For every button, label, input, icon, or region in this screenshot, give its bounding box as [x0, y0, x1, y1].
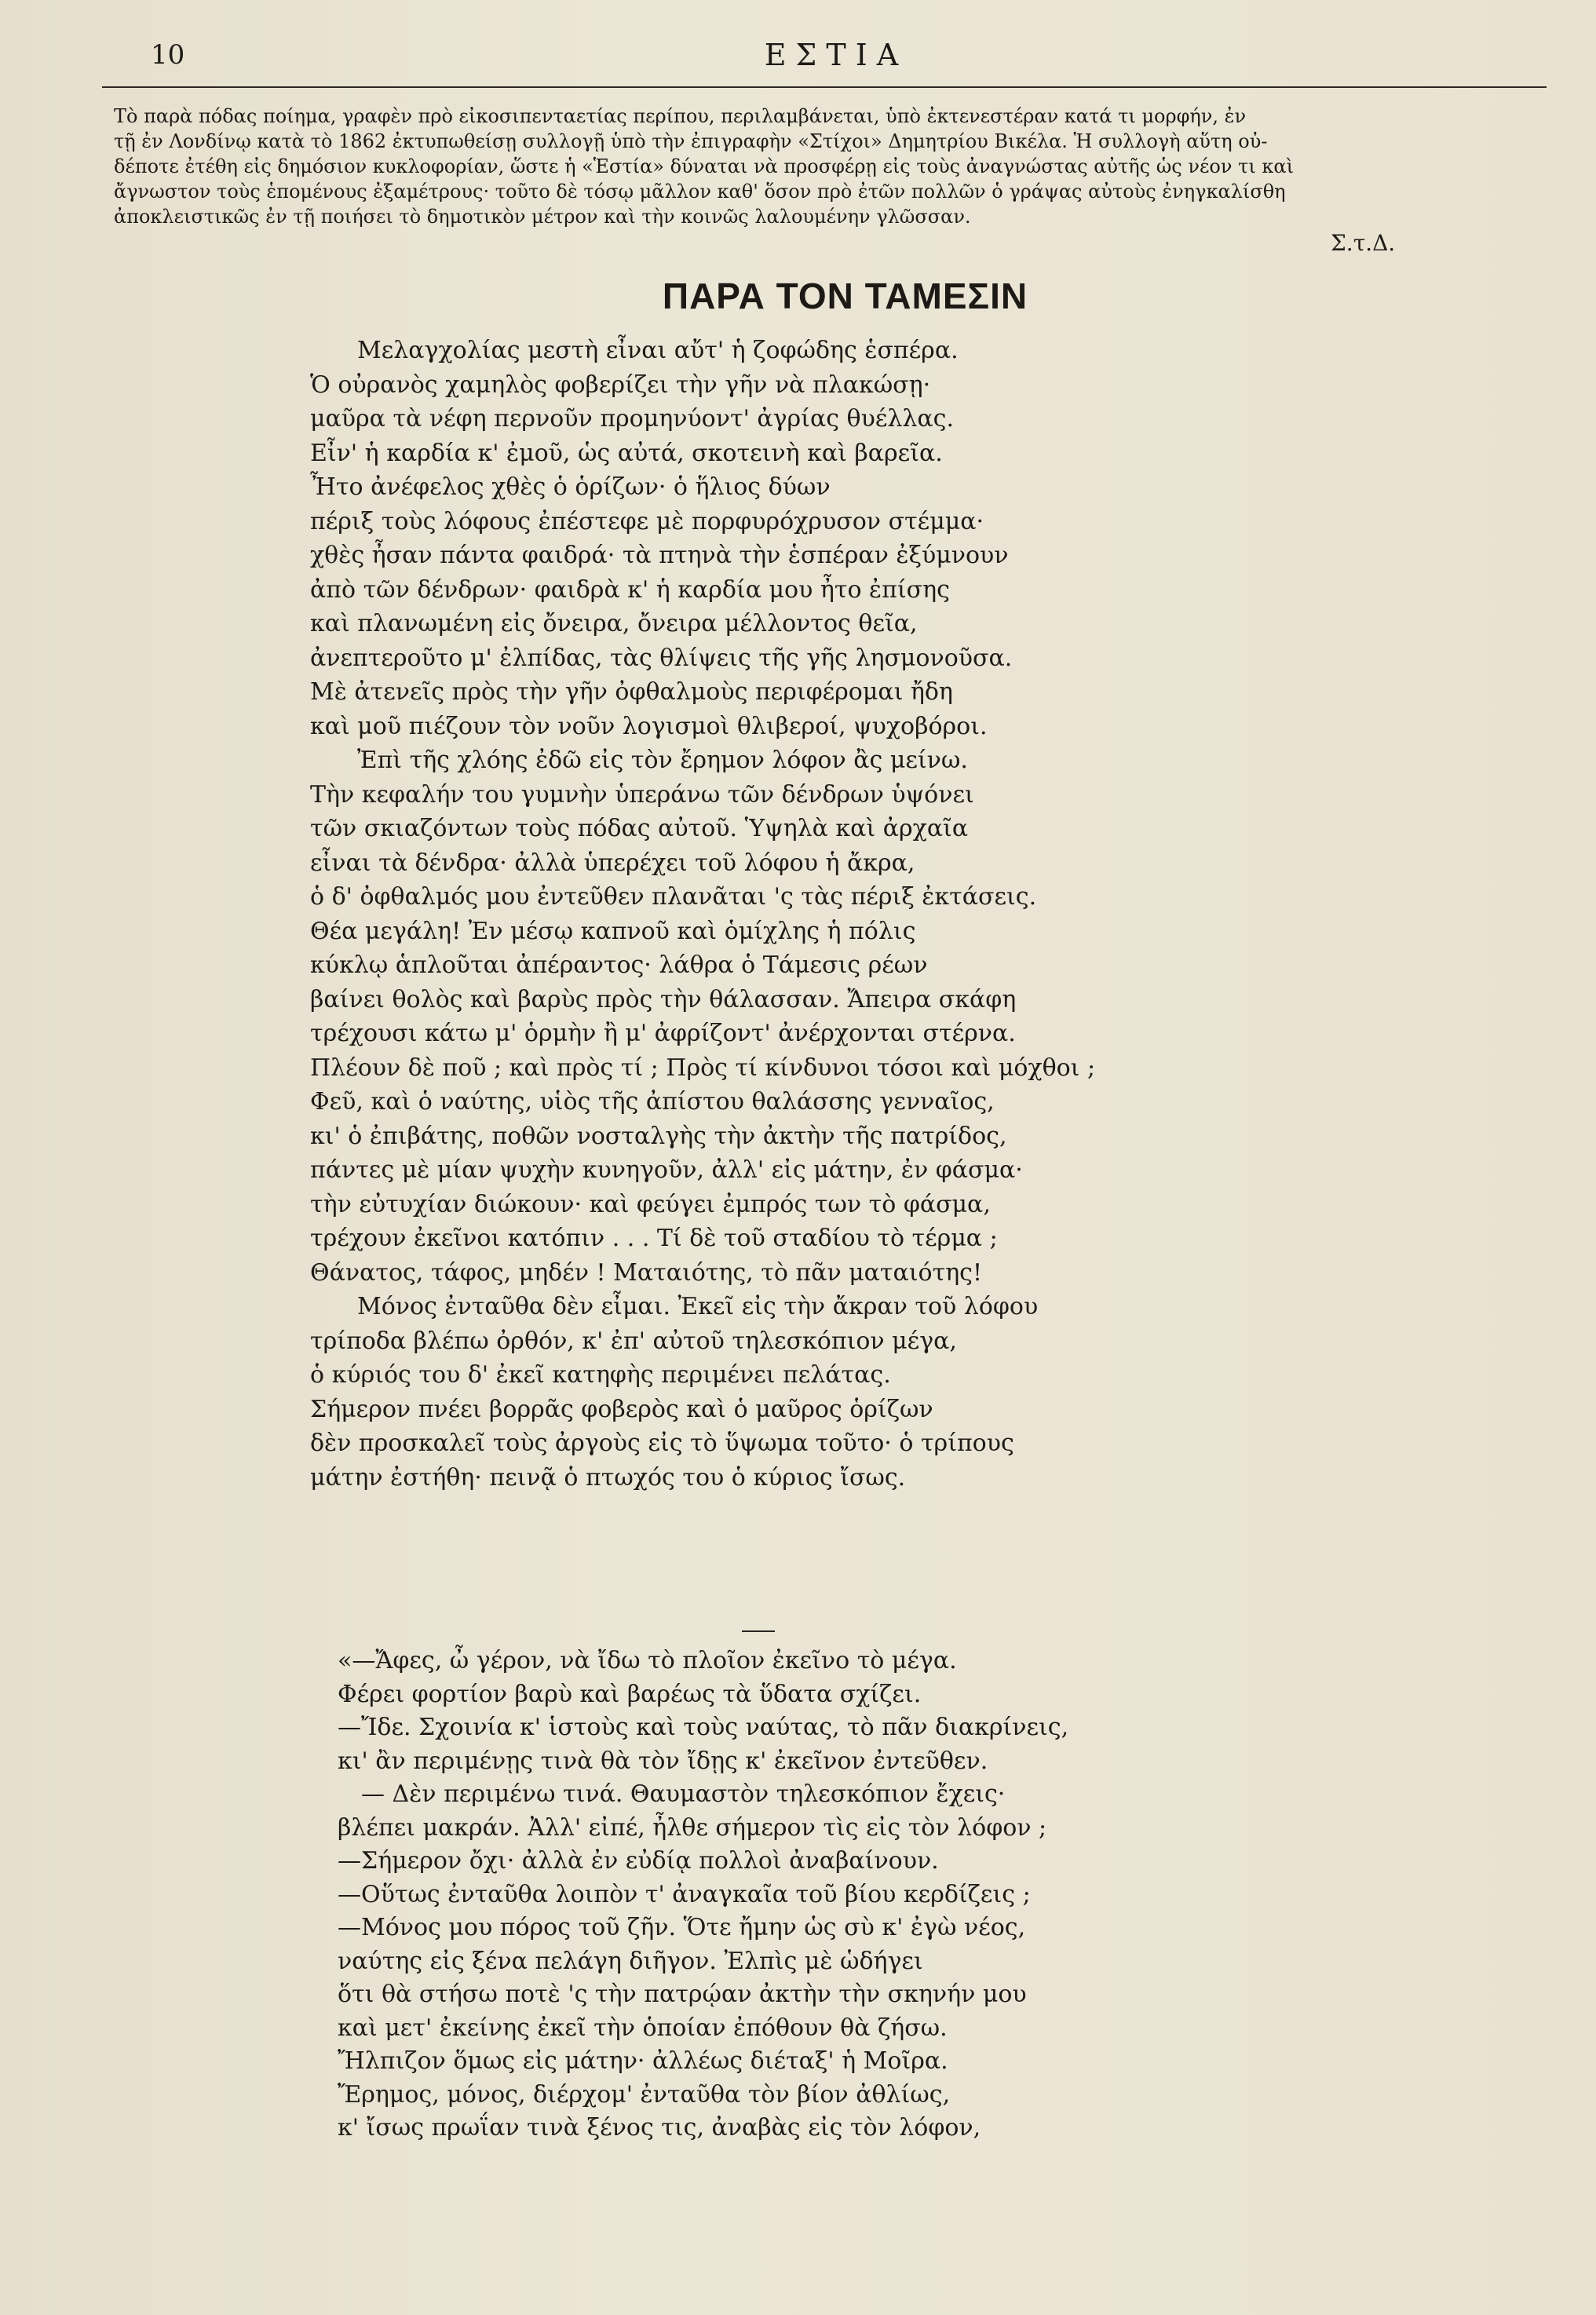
- poem-verse-line: μάτην ἐστήθη· πεινᾷ ὁ πτωχός του ὁ κύριος ἴσως.: [310, 1463, 906, 1492]
- poem-verse-line: ὁ κύριός του δ' ἐκεῖ κατηφὴς περιμένει πελάτας.: [310, 1361, 891, 1389]
- editorial-note-line: δέποτε ἐτέθη εἰς δημόσιον κυκλοφορίαν, ὥστε ἡ «Ἑστία» δύναται νὰ προσφέρῃ εἰς τοὺς ἀναγνώστας αὐτῆς ὡς νέον τι καὶ: [114, 155, 1294, 177]
- editorial-note: [114, 104, 1433, 229]
- dialogue-line: «—Ἄφες, ὦ γέρον, νὰ ἴδω τὸ πλοῖον ἐκεῖνο τὸ μέγα.: [338, 1647, 957, 1674]
- poem-verse-line: Θέα μεγάλη! Ἐν μέσῳ καπνοῦ καὶ ὁμίχλης ἡ πόλις: [310, 917, 916, 945]
- dialogue-line: Φέρει φορτίον βαρὺ καὶ βαρέως τὰ ὕδατα σχίζει.: [338, 1680, 922, 1708]
- running-title: ΕΣΤΙΑ: [764, 38, 908, 72]
- poem-verse-line: πάντες μὲ μίαν ψυχὴν κυνηγοῦν, ἀλλ' εἰς μάτην, ἐν φάσμα·: [310, 1156, 1023, 1184]
- poem-verse-line: Εἶν' ἡ καρδία κ' ἐμοῦ, ὡς αὐτά, σκοτεινὴ καὶ βαρεῖα.: [310, 439, 943, 467]
- editorial-note-line: Τὸ παρὰ πόδας ποίημα, γραφὲν πρὸ εἰκοσιπενταετίας περίπου, περιλαμβάνεται, ὑπὸ ἐκτενεστέραν κατά τι μορφήν, ἐν: [114, 105, 1247, 127]
- dialogue-line: κ' ἴσως πρωΐαν τινὰ ξένος τις, ἀναβὰς εἰς τὸν λόφον,: [338, 2114, 981, 2142]
- dialogue-line: — Δὲν περιμένω τινά. Θαυμαστὸν τηλεσκόπιον ἔχεις·: [361, 1780, 1006, 1808]
- dialogue-line: —Μόνος μου πόρος τοῦ ζῆν. Ὅτε ἤμην ὡς σὺ κ' ἐγὼ νέος,: [338, 1914, 1026, 1941]
- poem-verses: [310, 334, 1566, 1495]
- header-rule: [102, 86, 1547, 88]
- dialogue-line: κι' ἂν περιμένῃς τινὰ θὰ τὸν ἴδῃς κ' ἐκεῖνον ἐντεῦθεν.: [338, 1747, 988, 1775]
- poem-verse-line: ἀπὸ τῶν δένδρων· φαιδρὰ κ' ἡ καρδία μου ἦτο ἐπίσης: [310, 575, 950, 604]
- poem-verse-line: καὶ πλανωμένη εἰς ὄνειρα, ὄνειρα μέλλοντος θεῖα,: [310, 610, 918, 637]
- poem-verse-line: Φεῦ, καὶ ὁ ναύτης, υἱὸς τῆς ἀπίστου θαλάσσης γενναῖος,: [310, 1088, 995, 1116]
- poem-verse-line: Μελαγχολίας μεστὴ εἶναι αὔτ' ἡ ζοφώδης ἑσπέρα.: [357, 337, 959, 364]
- editorial-note-line: ἀποκλειστικῶς ἐν τῇ ποιήσει τὸ δημοτικὸν μέτρον καὶ τὴν κοινῶς λαλουμένην γλῶσσαν.: [114, 206, 971, 228]
- dialogue-line: Ἤλπιζον ὅμως εἰς μάτην· ἀλλέως διέταξ' ἡ Μοῖρα.: [338, 2047, 948, 2075]
- poem-verse-line: κι' ὁ ἐπιβάτης, ποθῶν νοσταλγὴς τὴν ἀκτὴν τῆς πατρίδος,: [310, 1122, 1007, 1150]
- editorial-note-line: τῇ ἐν Λονδίνῳ κατὰ τὸ 1862 ἐκτυπωθείσῃ συλλογῇ ὑπὸ τὴν ἐπιγραφὴν «Στίχοι» Δημητρίου Βικέλα. Ἡ συλλογὴ αὕτη οὐ-: [114, 130, 1268, 152]
- poem-verse-line: πέριξ τοὺς λόφους ἐπέστεφε μὲ πορφυρόχρυσον στέμμα·: [310, 507, 984, 535]
- poem-verse-line: μαῦρα τὰ νέφη περνοῦν προμηνύοντ' ἀγρίας θυέλλας.: [310, 405, 955, 433]
- poem-verse-line: Μὲ ἀτενεῖς πρὸς τὴν γῆν ὀφθαλμοὺς περιφέρομαι ἤδη: [310, 678, 953, 706]
- poem-dialogue: [338, 1645, 1562, 2145]
- poem-verse-line: Σήμερον πνέει βορρᾶς φοβερὸς καὶ ὁ μαῦρος ὁρίζων: [310, 1395, 933, 1423]
- dialogue-line: —Ἴδε. Σχοινία κ' ἱστοὺς καὶ τοὺς ναύτας, τὸ πᾶν διακρίνεις,: [338, 1714, 1069, 1741]
- poem-verse-line: Τὴν κεφαλήν του γυμνὴν ὑπεράνω τῶν δένδρων ὑψόνει: [310, 780, 974, 809]
- poem-verse-line: Ἦτο ἀνέφελος χθὲς ὁ ὁρίζων· ὁ ἥλιος δύων: [310, 473, 831, 501]
- poem-verse-line: ὁ δ' ὀφθαλμός μου ἐντεῦθεν πλανᾶται 'ς τὰς πέριξ ἐκτάσεις.: [310, 883, 1037, 911]
- poem-verse-line: Ὁ οὐρανὸς χαμηλὸς φοβερίζει τὴν γῆν νὰ πλακώσῃ·: [310, 371, 931, 399]
- dialogue-line: βλέπει μακράν. Ἀλλ' εἰπέ, ἦλθε σήμερον τὶς εἰς τὸν λόφον ;: [338, 1813, 1047, 1842]
- poem-verse-line: καὶ μοῦ πιέζουν τὸν νοῦν λογισμοὶ θλιβεροί, ψυχοβόροι.: [310, 712, 988, 740]
- poem-verse-line: Πλέουν δὲ ποῦ ; καὶ πρὸς τί ; Πρὸς τί κίνδυνοι τόσοι καὶ μόχθοι ;: [310, 1053, 1096, 1082]
- dialogue-line: —Σήμερον ὄχι· ἀλλὰ ἐν εὐδίᾳ πολλοὶ ἀναβαίνουν.: [338, 1847, 939, 1875]
- poem-verse-line: τῶν σκιαζόντων τοὺς πόδας αὐτοῦ. Ὑψηλὰ καὶ ἀρχαῖα: [310, 815, 969, 842]
- section-divider: [742, 1630, 775, 1632]
- poem-verse-line: τρέχουν ἐκεῖνοι κατόπιν . . . Τί δὲ τοῦ σταδίου τὸ τέρμα ;: [310, 1225, 998, 1252]
- poem-verse-line: τρίποδα βλέπω ὀρθόν, κ' ἐπ' αὐτοῦ τηλεσκόπιον μέγα,: [310, 1327, 957, 1355]
- poem-verse-line: ἀνεπτεροῦτο μ' ἐλπίδας, τὰς θλίψεις τῆς γῆς λησμονοῦσα.: [310, 644, 1013, 672]
- poem-verse-line: εἶναι τὰ δένδρα· ἀλλὰ ὑπερέχει τοῦ λόφου ἡ ἄκρα,: [310, 849, 915, 877]
- dialogue-line: ναύτης εἰς ξένα πελάγη διῆγον. Ἐλπὶς μὲ ὡδήγει: [338, 1947, 923, 1975]
- dialogue-line: —Οὕτως ἐνταῦθα λοιπὸν τ' ἀναγκαῖα τοῦ βίου κερδίζεις ;: [338, 1880, 1031, 1908]
- poem-verse-line: δὲν προσκαλεῖ τοὺς ἀργοὺς εἰς τὸ ὕψωμα τοῦτο· ὁ τρίπους: [310, 1430, 1014, 1457]
- poem-verse-line: βαίνει θολὸς καὶ βαρὺς πρὸς τὴν θάλασσαν. Ἄπειρα σκάφη: [310, 985, 1017, 1013]
- poem-verse-line: χθὲς ἦσαν πάντα φαιδρά· τὰ πτηνὰ τὴν ἑσπέραν ἐξύμνουν: [310, 542, 1009, 569]
- poem-verse-line: κύκλῳ ἁπλοῦται ἀπέραντος· λάθρα ὁ Τάμεσις ρέων: [310, 951, 928, 979]
- editorial-signature: Σ.τ.Δ.: [1331, 230, 1396, 256]
- dialogue-line: Ἔρημος, μόνος, διέρχομ' ἐνταῦθα τὸν βίον ἀθλίως,: [338, 2080, 951, 2109]
- page-number: 10: [151, 39, 185, 71]
- poem-verse-line: τὴν εὐτυχίαν διώκουν· καὶ φεύγει ἐμπρός των τὸ φάσμα,: [310, 1190, 991, 1218]
- page-header: [102, 30, 1570, 93]
- poem-verse-line: Μόνος ἐνταῦθα δὲν εἶμαι. Ἐκεῖ εἰς τὴν ἄκραν τοῦ λόφου: [357, 1293, 1039, 1320]
- dialogue-line: ὅτι θὰ στήσω ποτὲ 'ς τὴν πατρῴαν ἀκτὴν τὴν σκηνήν μου: [338, 1981, 1027, 2008]
- poem-verse-line: Θάνατος, τάφος, μηδέν ! Ματαιότης, τὸ πᾶν ματαιότης!: [310, 1258, 983, 1287]
- poem-verse-line: τρέχουσι κάτω μ' ὁρμὴν ἢ μ' ἀφρίζοντ' ἀνέρχονται στέρνα.: [310, 1020, 1016, 1047]
- poem-verse-line: Ἐπὶ τῆς χλόης ἐδῶ εἰς τὸν ἔρημον λόφον ἂς μείνω.: [357, 747, 968, 774]
- dialogue-line: καὶ μετ' ἐκείνης ἐκεῖ τὴν ὁποίαν ἐπόθουν θὰ ζήσω.: [338, 2014, 948, 2042]
- editorial-note-line: ἄγνωστον τοὺς ἑπομένους ἐξαμέτρους· τοῦτο δὲ τόσῳ μᾶλλον καθ' ὅσον πρὸ ἐτῶν πολλῶν ὁ γράψας αὐτοὺς ἐνηγκαλίσθη: [114, 181, 1286, 203]
- poem-title: ΠΑΡΑ ΤΟΝ ΤΑΜΕΣΙΝ: [662, 276, 1028, 316]
